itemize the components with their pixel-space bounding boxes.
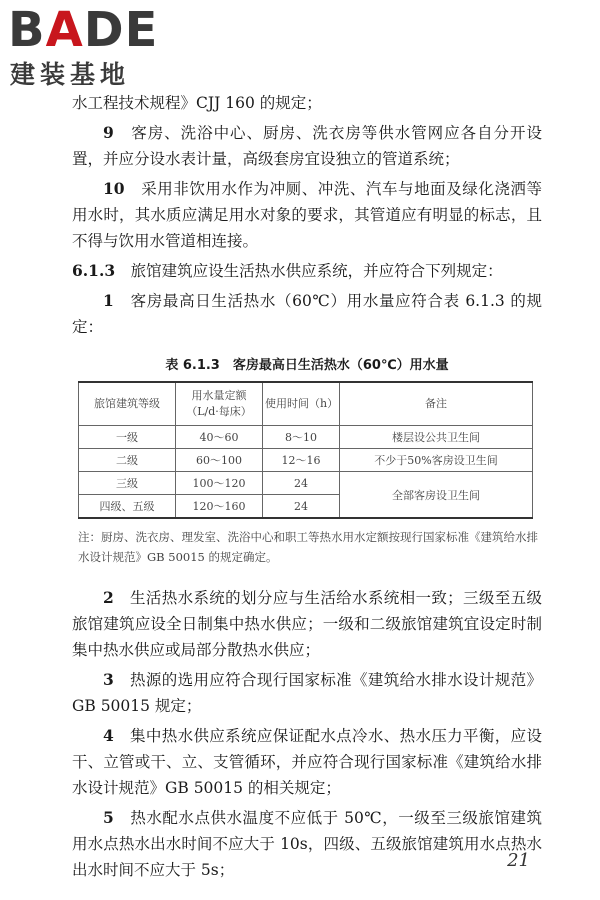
clause-5: 5 热水配水点供水温度不应低于 50℃，一级至三级旅馆建筑用水点热水出水时间不应大于 10s，四级、五级旅馆建筑用水点热水出水时间不应大于 5s； [72, 808, 542, 879]
cell-time: 8～10 [263, 426, 340, 449]
clause-4: 4 集中热水供应系统应保证配水点冷水、热水压力平衡，应设干、立管或干、立、支管循环，并应符合现行国家标准《建筑给水排水设计规范》GB 50015 的相关规定； [72, 726, 542, 797]
clause-3: 3 热源的选用应符合现行国家标准《建筑给水排水设计规范》GB 50015 规定； [72, 670, 542, 715]
header-grade: 旅馆建筑等级 [79, 382, 176, 426]
clause-10: 10 采用非饮用水作为冲厕、冲洗、汽车与地面及绿化浇洒等用水时，其水质应满足用水对象的要求，其管道应有明显的标志，且不得与饮用水管道相连接。 [72, 179, 542, 250]
logo-wordmark: BADE [8, 2, 159, 58]
cell-time: 24 [263, 472, 340, 495]
header-time: 使用时间（h） [263, 382, 340, 426]
logo-subtitle: 建装基地 [10, 60, 131, 89]
cell-quota: 120～160 [176, 495, 263, 519]
cell-note: 楼层设公共卫生间 [340, 426, 533, 449]
cell-time: 24 [263, 495, 340, 519]
cell-note: 不少于50%客房设卫生间 [340, 449, 533, 472]
cell-time: 12～16 [263, 449, 340, 472]
table-title: 表 6.1.3 客房最高日生活热水（60℃）用水量 [165, 358, 449, 373]
cell-grade: 四级、五级 [79, 495, 176, 519]
cell-quota: 100～120 [176, 472, 263, 495]
clause-9: 9 客房、洗浴中心、厨房、洗衣房等供水管网应各自分开设置，并应分设水表计量，高级套房宜设独立的管道系统； [72, 123, 542, 168]
header-quota: 用水量定额（L/d·每床） [176, 382, 263, 426]
cell-grade: 二级 [79, 449, 176, 472]
cell-note-merged: 全部客房设卫生间 [340, 472, 533, 519]
table-row [79, 472, 533, 495]
clause-1: 1 客房最高日生活热水（60℃）用水量应符合表 6.1.3 的规定： [72, 291, 542, 336]
page-content [72, 90, 542, 883]
cell-grade: 一级 [79, 426, 176, 449]
header-note: 备注 [340, 382, 533, 426]
hot-water-table [78, 381, 533, 519]
page-number: 21 [507, 850, 530, 871]
cell-quota: 40～60 [176, 426, 263, 449]
table-row [79, 449, 533, 472]
cell-grade: 三级 [79, 472, 176, 495]
clause-2: 2 生活热水系统的划分应与生活给水系统相一致；三级至五级旅馆建筑应设全日制集中热水供应；一级和二级旅馆建筑宜设定时制集中热水供应或局部分散热水供应； [72, 588, 542, 659]
table-row [79, 426, 533, 449]
cell-quota: 60～100 [176, 449, 263, 472]
paragraph-continuation: 水工程技术规程》CJJ 160 的规定； [72, 94, 322, 112]
bade-logo [8, 4, 183, 90]
section-6-1-3: 6.1.3 旅馆建筑应设生活热水供应系统，并应符合下列规定： [72, 261, 503, 280]
table-footnote: 注：厨房、洗衣房、理发室、洗浴中心和职工等热水用水定额按现行国家标准《建筑给水排水设计规范》GB 50015 的规定确定。 [78, 530, 538, 564]
